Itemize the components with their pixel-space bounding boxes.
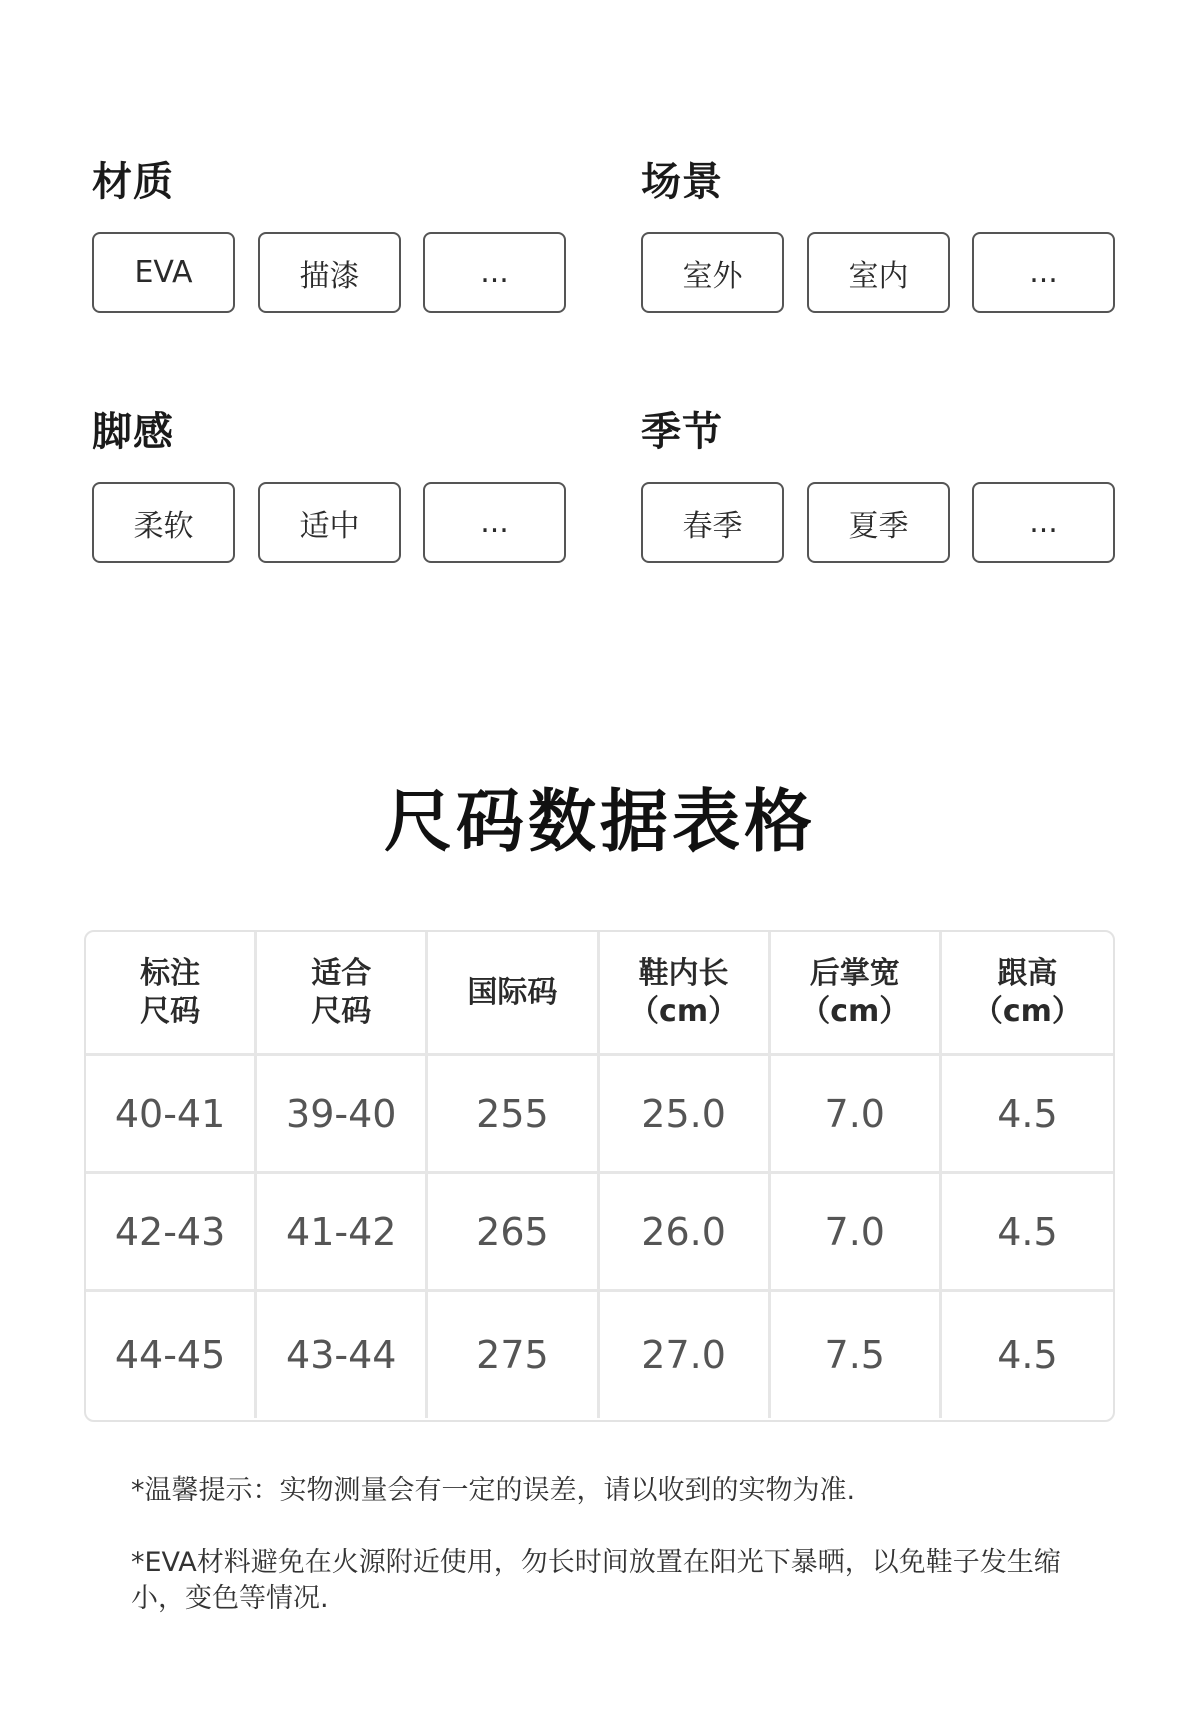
- table-cell: 4.5: [942, 1174, 1113, 1292]
- scene-title: 场景: [641, 159, 723, 205]
- size-table-title: 尺码数据表格: [383, 783, 816, 862]
- season-title: 季节: [641, 409, 723, 455]
- table-cell: 41-42: [257, 1174, 428, 1292]
- table-cell: 255: [428, 1056, 599, 1174]
- season-tag-spring[interactable]: 春季: [641, 482, 784, 563]
- season-tag-more[interactable]: ...: [972, 482, 1115, 563]
- table-cell: 44-45: [86, 1292, 257, 1418]
- scene-tag-more[interactable]: ...: [972, 232, 1115, 313]
- season-tag-summer[interactable]: 夏季: [807, 482, 950, 563]
- table-cell: 26.0: [600, 1174, 771, 1292]
- table-cell: 265: [428, 1174, 599, 1292]
- header-fit-size: 适合 尺码: [257, 932, 428, 1056]
- scene-tag-outdoor[interactable]: 室外: [641, 232, 784, 313]
- material-tag-eva[interactable]: EVA: [92, 232, 235, 313]
- table-cell: 27.0: [600, 1292, 771, 1418]
- feel-tag-soft[interactable]: 柔软: [92, 482, 235, 563]
- material-title: 材质: [92, 159, 174, 205]
- table-cell: 7.0: [771, 1056, 942, 1174]
- material-tag-more[interactable]: ...: [423, 232, 566, 313]
- header-heel-height: 跟高 （cm）: [942, 932, 1113, 1056]
- header-label-size: 标注 尺码: [86, 932, 257, 1056]
- header-heel-width: 后掌宽 （cm）: [771, 932, 942, 1056]
- table-cell: 43-44: [257, 1292, 428, 1418]
- table-cell: 42-43: [86, 1174, 257, 1292]
- note-measurement: *温馨提示：实物测量会有一定的误差，请以收到的实物为准.: [131, 1475, 856, 1506]
- material-tag-paint[interactable]: 描漆: [258, 232, 401, 313]
- table-cell: 4.5: [997, 1333, 1058, 1377]
- table-cell: 7.5: [771, 1292, 942, 1418]
- table-cell: 25.0: [600, 1056, 771, 1174]
- feel-tag-medium[interactable]: 适中: [258, 482, 401, 563]
- notes: [131, 1473, 1091, 1653]
- header-inner-length: 鞋内长 （cm）: [600, 932, 771, 1056]
- note-eva-care: *EVA材料避免在火源附近使用，勿长时间放置在阳光下暴晒，以免鞋子发生缩小，变色等情况.: [131, 1547, 1061, 1614]
- feel-title: 脚感: [92, 409, 174, 455]
- header-intl-size: 国际码: [428, 932, 599, 1056]
- feel-tag-more[interactable]: ...: [423, 482, 566, 563]
- table-cell: 7.0: [771, 1174, 942, 1292]
- table-cell: 39-40: [257, 1056, 428, 1174]
- scene-tag-indoor[interactable]: 室内: [807, 232, 950, 313]
- table-cell: 4.5: [942, 1056, 1113, 1174]
- table-cell: 40-41: [86, 1056, 257, 1174]
- table-cell: 275: [428, 1292, 599, 1418]
- size-table: [84, 930, 1115, 1422]
